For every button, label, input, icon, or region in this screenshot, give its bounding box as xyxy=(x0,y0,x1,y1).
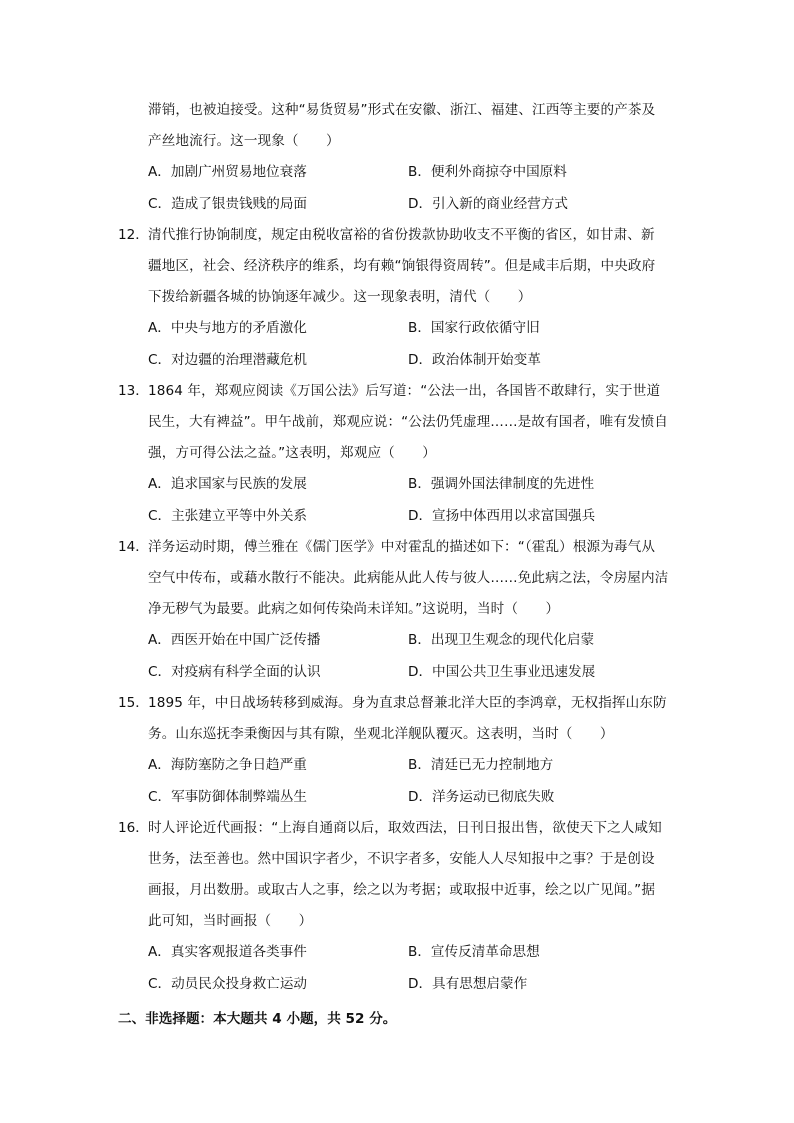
q12-number: 12． xyxy=(118,227,149,243)
q13-line-1: 1864 年，郑观应阅读《万国公法》后写道：“公法一出，各国皆不敢肆行，实于世道 xyxy=(148,383,661,399)
q14-line-1: 洋务运动时期，傅兰雅在《儒门医学》中对霍乱的描述如下：“（霍乱）根源为毒气从 xyxy=(148,539,656,555)
q13-line-3: 强，方可得公法之益。”这表明，郑观应（ ） xyxy=(148,445,436,461)
q15-line-2: 务。山东巡抚李秉衡因与其有隙，坐观北洋舰队覆灭。这表明，当时（ ） xyxy=(148,726,614,742)
q12-line-3: 下拨给新疆各城的协饷逐年减少。这一现象表明，清代（ ） xyxy=(148,289,532,305)
q12-option-c[interactable]: C．对边疆的治理潜藏危机 xyxy=(148,352,308,368)
q13-option-c[interactable]: C．主张建立平等中外关系 xyxy=(148,508,308,524)
q14-option-a[interactable]: A．西医开始在中国广泛传播 xyxy=(148,632,321,648)
q16-option-c[interactable]: C．动员民众投身救亡运动 xyxy=(148,976,308,992)
q16-number: 16． xyxy=(118,820,149,836)
q12-option-a[interactable]: A．中央与地方的矛盾激化 xyxy=(148,320,307,336)
q15-option-c[interactable]: C．军事防御体制弊端丛生 xyxy=(148,789,308,805)
q15-line-1: 1895 年，中日战场转移到威海。身为直隶总督兼北洋大臣的李鸿章，无权指挥山东防 xyxy=(148,695,667,711)
q11-line-1: 滞销，也被迫接受。这种“易货贸易”形式在安徽、浙江、福建、江西等主要的产茶及 xyxy=(148,102,656,118)
q16-line-2: 世务，法至善也。然中国识字者少，不识字者多，安能人人尽知报中之事？于是创设 xyxy=(148,851,655,867)
q14-line-2: 空气中传布，或藉水散行不能决。此病能从此人传与彼人……免此病之法，令房屋内洁 xyxy=(148,570,669,586)
section-heading: 二、非选择题：本大题共 4 小题，共 52 分。 xyxy=(118,1011,397,1027)
q16-option-a[interactable]: A．真实客观报道各类事件 xyxy=(148,944,307,960)
q14-number: 14． xyxy=(118,539,149,555)
q16-line-1: 时人评论近代画报：“上海自通商以后，取效西法，日刊日报出售，欲使天下之人咸知 xyxy=(148,820,662,836)
q14-option-b[interactable]: B．出现卫生观念的现代化启蒙 xyxy=(408,632,595,648)
q16-line-4: 此可知，当时画报（ ） xyxy=(148,913,313,929)
q13-option-a[interactable]: A．追求国家与民族的发展 xyxy=(148,476,307,492)
q16-option-d[interactable]: D．具有思想启蒙作 xyxy=(408,976,528,992)
q16-line-3: 画报，月出数册。或取古人之事，绘之以为考据；或取报中近事，绘之以广见闻。”据 xyxy=(148,882,656,898)
q13-number: 13． xyxy=(118,383,149,399)
q12-option-d[interactable]: D．政治体制开始变革 xyxy=(408,352,541,368)
q11-option-a[interactable]: A．加剧广州贸易地位衰落 xyxy=(148,164,307,180)
q13-option-b[interactable]: B．强调外国法律制度的先进性 xyxy=(408,476,595,492)
q11-line-2: 产丝地流行。这一现象（ ） xyxy=(148,133,340,149)
q15-number: 15． xyxy=(118,695,149,711)
q14-option-c[interactable]: C．对疫病有科学全面的认识 xyxy=(148,664,321,680)
q12-line-2: 疆地区，社会、经济秩序的维系，均有赖“饷银得资周转”。但是咸丰后期，中央政府 xyxy=(148,258,656,274)
q11-option-c[interactable]: C．造成了银贵钱贱的局面 xyxy=(148,196,308,212)
q15-option-d[interactable]: D．洋务运动已彻底失败 xyxy=(408,789,555,805)
q13-line-2: 民生，大有裨益”。甲午战前，郑观应说：“公法仍凭虚理……是故有国者，唯有发愤自 xyxy=(148,414,668,430)
q14-line-3: 净无秽气为最要。此病之如何传染尚未详知。”这说明，当时（ ） xyxy=(148,601,560,617)
q16-option-b[interactable]: B．宣传反清革命思想 xyxy=(408,944,540,960)
q14-option-d[interactable]: D．中国公共卫生事业迅速发展 xyxy=(408,664,596,680)
q12-option-b[interactable]: B．国家行政依循守旧 xyxy=(408,320,540,336)
q11-option-d[interactable]: D．引入新的商业经营方式 xyxy=(408,196,568,212)
q15-option-b[interactable]: B．清廷已无力控制地方 xyxy=(408,757,554,773)
q15-option-a[interactable]: A．海防塞防之争日趋严重 xyxy=(148,757,307,773)
q11-option-b[interactable]: B．便利外商掠夺中国原料 xyxy=(408,164,567,180)
q13-option-d[interactable]: D．宣扬中体西用以求富国强兵 xyxy=(408,508,596,524)
q12-line-1: 清代推行协饷制度，规定由税收富裕的省份拨款协助收支不平衡的省区，如甘肃、新 xyxy=(148,227,655,243)
